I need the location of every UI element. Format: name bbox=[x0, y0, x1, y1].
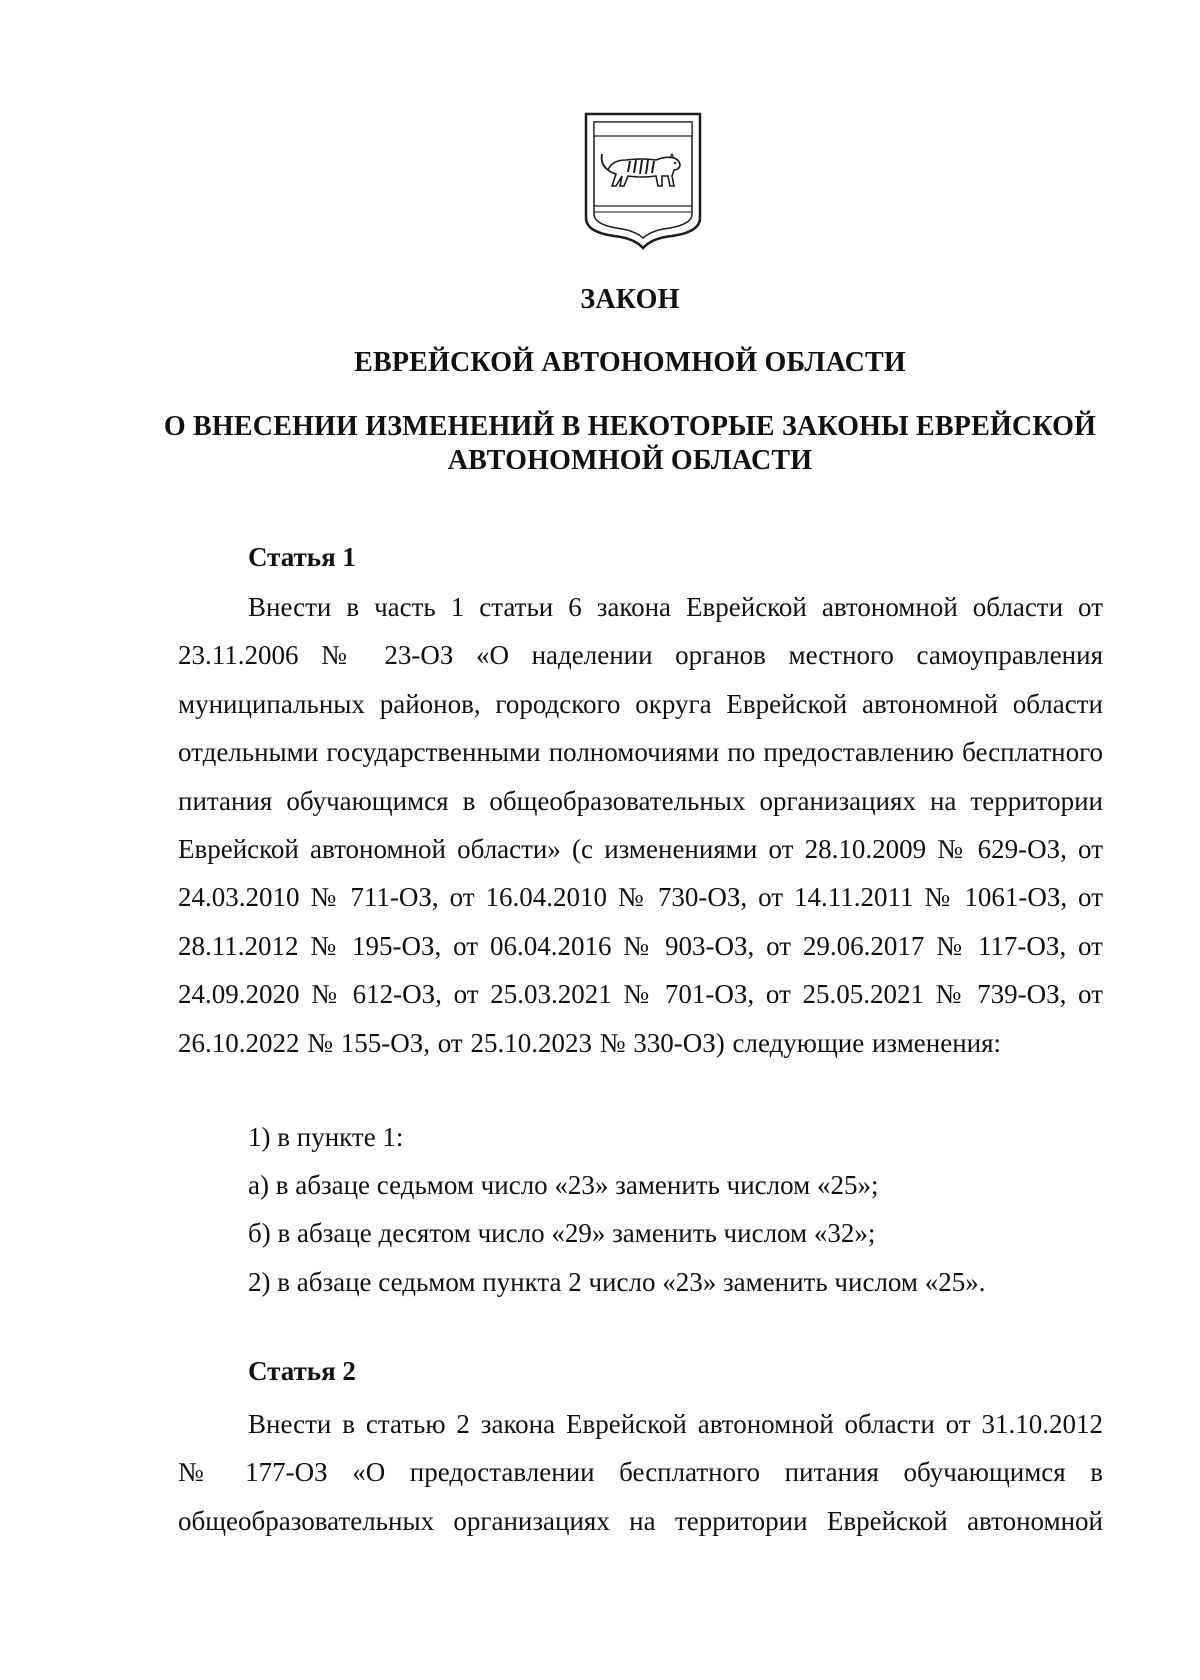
amendment-item: 2) в абзаце седьмом пункта 2 число «23» заменить числом «25». bbox=[248, 1267, 986, 1297]
document-type-heading: ЗАКОН bbox=[580, 284, 680, 315]
coat-of-arms-tiger-icon bbox=[582, 110, 704, 250]
article-2-text: Внести в статью 2 закона Еврейской автономной области от 31.10.2012 № 177-ОЗ «О предоставлении бесплатного питания обучающимся в общеобразовательных организациях на территории Еврейской автономной bbox=[178, 1409, 1103, 1536]
article-1-text: Внести в часть 1 статьи 6 закона Еврейской автономной области от 23.11.2006 № 23-ОЗ «О наделении органов местного самоуправления муниципальных районов, городского округа Еврейской автономной области отдельными государственными полномочиями по предоставлению бесплатного питания обучающимся в общеобразовательных организациях на территории Еврейской автономной области» (с изменениями от 28.10.2009 № 629-ОЗ, от 24.03.2010 № 711-ОЗ, от 16.04.2010 № 730-ОЗ, от 14.11.2011 № 1061-ОЗ, от 28.11.2012 № 195-ОЗ, от 06.04.2016 № 903-ОЗ, от 29.06.2017 № 117-ОЗ, от 24.09.2020 № 612-ОЗ, от 25.03.2021 № 701-ОЗ, от 25.05.2021 № 739-ОЗ, от 26.10.2022 № 155-ОЗ, от 25.10.2023 № 330-ОЗ) следующие изменения: bbox=[178, 592, 1103, 1058]
amendment-item: 1) в пункте 1: bbox=[248, 1122, 404, 1152]
amendment-item: б) в абзаце десятом число «29» заменить числом «32»; bbox=[248, 1218, 876, 1248]
law-title-heading: О ВНЕСЕНИИ ИЗМЕНЕНИЙ В НЕКОТОРЫЕ ЗАКОНЫ ЕВРЕЙСКОЙ АВТОНОМНОЙ ОБЛАСТИ bbox=[163, 411, 1097, 476]
article-2-title: Статья 2 bbox=[248, 1356, 356, 1386]
article-1-title: Статья 1 bbox=[248, 542, 356, 572]
amendment-item: а) в абзаце седьмом число «23» заменить числом «25»; bbox=[248, 1170, 879, 1200]
region-heading: ЕВРЕЙСКОЙ АВТОНОМНОЙ ОБЛАСТИ bbox=[354, 347, 906, 378]
